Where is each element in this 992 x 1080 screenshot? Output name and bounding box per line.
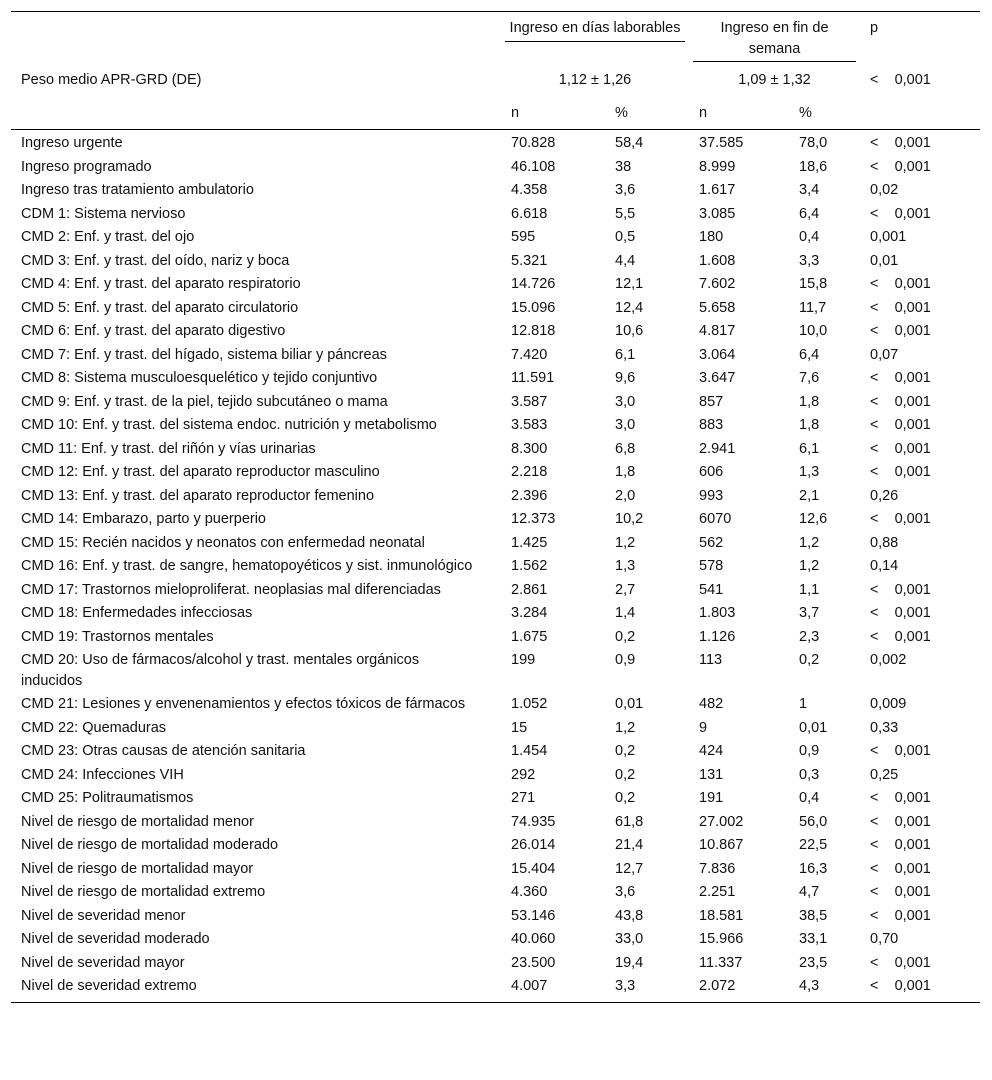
cell-n1: 1.425 <box>511 534 548 551</box>
table-row <box>11 461 980 485</box>
cell-n2: 180 <box>699 229 724 245</box>
table-body <box>11 130 980 999</box>
cell-label: CMD 24: Infecciones VIH <box>21 766 184 783</box>
cell-pct1: 0,9 <box>615 652 636 668</box>
cell-p: 0,009 <box>870 696 907 712</box>
cell-label: CMD 3: Enf. y trast. del oído, nariz y boca <box>21 252 290 269</box>
cell-pct1: 3,3 <box>615 978 636 994</box>
header-group-laborables-text: Ingreso en días laborables <box>505 18 685 42</box>
cell-p: 0,26 <box>870 487 899 504</box>
table-row <box>11 693 980 717</box>
table-row <box>11 414 980 438</box>
cell-pct2: 18,6 <box>799 158 828 175</box>
header-group-finde <box>689 12 860 62</box>
cell-n2: 8.999 <box>699 158 736 175</box>
cell-p: < 0,001 <box>870 370 931 386</box>
header-group-row <box>11 12 980 62</box>
cell-p: 0,88 <box>870 534 899 551</box>
header-col-pct1: % <box>605 97 689 130</box>
cell-n1: 1.052 <box>511 696 548 712</box>
cell-label: CMD 14: Embarazo, parto y puerperio <box>21 511 266 527</box>
cell-n2: 3.647 <box>699 370 736 386</box>
cell-pct2: 38,5 <box>799 907 828 924</box>
cell-n1: 1.675 <box>511 628 548 645</box>
cell-pct1: 33,0 <box>615 931 644 947</box>
cell-pct2: 0,9 <box>799 743 820 759</box>
cell-pct2: 1,2 <box>799 534 820 551</box>
cell-p: < 0,001 <box>870 299 931 316</box>
cell-label: CMD 10: Enf. y trast. del sistema endoc. nutrición y metabolismo <box>21 417 437 433</box>
table-row <box>11 155 980 179</box>
cell-pct1: 0,2 <box>615 766 636 783</box>
table-row <box>11 649 980 693</box>
data-table <box>11 11 980 1003</box>
cell-n1: 12.818 <box>511 323 556 339</box>
cell-pct1: 6,8 <box>615 440 636 457</box>
cell-n1: 2.396 <box>511 487 548 504</box>
cell-n2: 37.585 <box>699 135 744 151</box>
cell-p: < 0,001 <box>870 907 931 924</box>
cell-pct1: 19,4 <box>615 954 644 971</box>
cell-pct1: 3,0 <box>615 393 636 410</box>
cell-pct1: 1,8 <box>615 464 636 480</box>
cell-p: < 0,001 <box>870 837 931 853</box>
cell-pct2: 15,8 <box>799 276 828 292</box>
cell-label: Ingreso programado <box>21 158 152 175</box>
cell-pct1: 0,2 <box>615 790 636 806</box>
cell-pct1: 10,6 <box>615 323 644 339</box>
cell-n2: 27.002 <box>699 813 744 830</box>
cell-p: 0,002 <box>870 652 907 668</box>
cell-n1: 3.587 <box>511 393 548 410</box>
cell-label: CMD 5: Enf. y trast. del aparato circulatorio <box>21 299 299 316</box>
cell-label: Nivel de severidad moderado <box>21 931 210 947</box>
cell-pct1: 12,7 <box>615 860 644 877</box>
cell-n2: 6070 <box>699 511 732 527</box>
cell-n2: 2.072 <box>699 978 736 994</box>
cell-pct1: 10,2 <box>615 511 644 527</box>
cell-p: 0,33 <box>870 719 899 736</box>
cell-label: CMD 20: Uso de fármacos/alcohol y trast. mentales orgánicos inducidos <box>21 652 420 689</box>
cell-pct1: 1,2 <box>615 719 636 736</box>
cell-label: Nivel de riesgo de mortalidad menor <box>21 813 254 830</box>
cell-p: < 0,001 <box>870 417 931 433</box>
cell-n1: 2.861 <box>511 581 548 598</box>
data-table-container <box>11 11 980 1003</box>
cell-n1: 4.360 <box>511 884 548 900</box>
cell-pct2: 6,4 <box>799 205 820 222</box>
cell-p: < 0,001 <box>870 790 931 806</box>
cell-n1: 2.218 <box>511 464 548 480</box>
cell-p: < 0,001 <box>870 954 931 971</box>
cell-pct2: 3,7 <box>799 605 820 621</box>
header-peso-p: < 0,001 <box>870 72 931 88</box>
cell-label: CMD 23: Otras causas de atención sanitaria <box>21 743 306 759</box>
cell-label: Nivel de riesgo de mortalidad extremo <box>21 884 266 900</box>
cell-n1: 53.146 <box>511 907 556 924</box>
table-row <box>11 226 980 250</box>
cell-n1: 8.300 <box>511 440 548 457</box>
cell-n1: 11.591 <box>511 370 555 386</box>
cell-label: Nivel de riesgo de mortalidad mayor <box>21 860 254 877</box>
cell-n1: 15 <box>511 719 528 736</box>
cell-label: Nivel de severidad menor <box>21 907 186 924</box>
cell-n2: 2.251 <box>699 884 736 900</box>
header-peso-finde: 1,09 ± 1,32 <box>738 72 811 88</box>
table-row <box>11 975 980 999</box>
cell-pct1: 0,01 <box>615 696 644 712</box>
cell-pct2: 4,3 <box>799 978 820 994</box>
cell-n2: 11.337 <box>699 954 743 971</box>
cell-n1: 15.404 <box>511 860 556 877</box>
cell-pct2: 1,3 <box>799 464 820 480</box>
cell-pct2: 6,4 <box>799 346 820 363</box>
cell-p: < 0,001 <box>870 884 931 900</box>
table-row <box>11 249 980 273</box>
cell-pct1: 3,6 <box>615 884 636 900</box>
cell-label: CMD 17: Trastornos mieloproliferat. neoplasias mal diferenciadas <box>21 581 441 598</box>
cell-n2: 1.126 <box>699 628 736 645</box>
table-row <box>11 951 980 975</box>
table-row <box>11 787 980 811</box>
cell-pct2: 12,6 <box>799 511 828 527</box>
cell-pct2: 1,8 <box>799 417 820 433</box>
cell-p: 0,001 <box>870 229 907 245</box>
cell-p: < 0,001 <box>870 978 931 994</box>
cell-p: < 0,001 <box>870 276 931 292</box>
cell-n2: 3.064 <box>699 346 736 363</box>
cell-pct1: 1,4 <box>615 605 636 621</box>
cell-n2: 5.658 <box>699 299 736 316</box>
cell-pct1: 58,4 <box>615 135 644 151</box>
cell-label: CMD 12: Enf. y trast. del aparato reproductor masculino <box>21 464 380 480</box>
cell-label: CMD 18: Enfermedades infecciosas <box>21 605 253 621</box>
cell-n1: 14.726 <box>511 276 556 292</box>
table-row <box>11 578 980 602</box>
cell-n1: 4.358 <box>511 182 548 198</box>
cell-label: CMD 9: Enf. y trast. de la piel, tejido subcutáneo o mama <box>21 393 388 410</box>
cell-n2: 191 <box>699 790 724 806</box>
cell-n2: 1.608 <box>699 252 736 269</box>
cell-pct1: 3,6 <box>615 182 636 198</box>
cell-label: Ingreso urgente <box>21 135 123 151</box>
cell-pct2: 22,5 <box>799 837 828 853</box>
cell-pct1: 6,1 <box>615 346 636 363</box>
cell-p: 0,70 <box>870 931 899 947</box>
cell-n2: 2.941 <box>699 440 736 457</box>
cell-pct1: 43,8 <box>615 907 644 924</box>
table-row <box>11 484 980 508</box>
cell-label: Nivel de severidad mayor <box>21 954 185 971</box>
table-row <box>11 857 980 881</box>
cell-pct2: 10,0 <box>799 323 828 339</box>
table-row <box>11 390 980 414</box>
header-group-laborables <box>501 12 689 62</box>
cell-pct2: 6,1 <box>799 440 820 457</box>
header-col-n2: n <box>689 97 789 130</box>
cell-pct2: 16,3 <box>799 860 828 877</box>
header-peso-laborables: 1,12 ± 1,26 <box>558 72 632 88</box>
cell-n1: 1.562 <box>511 558 548 574</box>
table-row <box>11 881 980 905</box>
cell-n1: 6.618 <box>511 205 548 222</box>
table-row <box>11 130 980 156</box>
cell-pct1: 9,6 <box>615 370 636 386</box>
table-row <box>11 716 980 740</box>
cell-n2: 7.602 <box>699 276 736 292</box>
cell-pct1: 0,5 <box>615 229 636 245</box>
cell-n1: 26.014 <box>511 837 556 853</box>
cell-p: < 0,001 <box>870 205 931 222</box>
header-empty-cell <box>11 12 501 62</box>
cell-label: CMD 19: Trastornos mentales <box>21 628 214 645</box>
cell-n2: 883 <box>699 417 724 433</box>
cell-pct2: 2,1 <box>799 487 820 504</box>
cell-pct2: 1,2 <box>799 558 820 574</box>
table-row <box>11 763 980 787</box>
cell-p: < 0,001 <box>870 860 931 877</box>
cell-pct2: 7,6 <box>799 370 820 386</box>
cell-label: CMD 2: Enf. y trast. del ojo <box>21 229 195 245</box>
cell-p: < 0,001 <box>870 135 931 151</box>
table-row <box>11 740 980 764</box>
cell-pct2: 1 <box>799 696 808 712</box>
cell-label: CDM 1: Sistema nervioso <box>21 205 186 222</box>
cell-pct1: 2,0 <box>615 487 636 504</box>
cell-p: < 0,001 <box>870 581 931 598</box>
cell-pct2: 33,1 <box>799 931 828 947</box>
cell-pct2: 78,0 <box>799 135 828 151</box>
cell-n1: 23.500 <box>511 954 556 971</box>
cell-label: CMD 4: Enf. y trast. del aparato respiratorio <box>21 276 301 292</box>
cell-pct2: 3,3 <box>799 252 820 269</box>
cell-pct2: 3,4 <box>799 182 820 198</box>
cell-pct1: 2,7 <box>615 581 636 598</box>
cell-p: < 0,001 <box>870 511 931 527</box>
cell-p: < 0,001 <box>870 464 931 480</box>
cell-p: < 0,001 <box>870 743 931 759</box>
table-row <box>11 343 980 367</box>
cell-pct1: 0,2 <box>615 628 636 645</box>
header-columns-row <box>11 97 980 130</box>
cell-pct2: 56,0 <box>799 813 828 830</box>
cell-n1: 271 <box>511 790 536 806</box>
cell-n1: 199 <box>511 652 536 668</box>
cell-label: CMD 6: Enf. y trast. del aparato digestivo <box>21 323 286 339</box>
table-header <box>11 12 980 130</box>
cell-pct1: 0,2 <box>615 743 636 759</box>
cell-n1: 40.060 <box>511 931 556 947</box>
header-col-p <box>860 97 980 130</box>
cell-p: 0,01 <box>870 252 899 269</box>
cell-label: CMD 7: Enf. y trast. del hígado, sistema biliar y páncreas <box>21 346 387 363</box>
cell-n2: 9 <box>699 719 708 736</box>
cell-n1: 292 <box>511 766 536 783</box>
cell-n1: 70.828 <box>511 135 556 151</box>
table-row <box>11 602 980 626</box>
table-row <box>11 625 980 649</box>
cell-n1: 7.420 <box>511 346 548 363</box>
cell-n2: 606 <box>699 464 724 480</box>
cell-label: Ingreso tras tratamiento ambulatorio <box>21 182 254 198</box>
cell-pct1: 1,3 <box>615 558 636 574</box>
cell-n2: 15.966 <box>699 931 744 947</box>
cell-pct1: 5,5 <box>615 205 636 222</box>
table-row <box>11 928 980 952</box>
cell-p: < 0,001 <box>870 628 931 645</box>
cell-n2: 993 <box>699 487 724 504</box>
cell-n2: 4.817 <box>699 323 736 339</box>
table-row <box>11 296 980 320</box>
header-p: p <box>870 20 879 36</box>
cell-pct2: 4,7 <box>799 884 820 900</box>
cell-pct2: 0,4 <box>799 790 820 806</box>
cell-pct1: 4,4 <box>615 252 636 269</box>
cell-p: < 0,001 <box>870 605 931 621</box>
cell-n1: 3.583 <box>511 417 548 433</box>
cell-pct1: 21,4 <box>615 837 644 853</box>
header-peso-row <box>11 62 980 97</box>
cell-pct2: 0,4 <box>799 229 820 245</box>
table-row <box>11 179 980 203</box>
cell-n1: 12.373 <box>511 511 556 527</box>
cell-pct2: 1,8 <box>799 393 820 410</box>
cell-label: CMD 13: Enf. y trast. del aparato reproductor femenino <box>21 487 375 504</box>
cell-pct1: 38 <box>615 158 632 175</box>
table-row <box>11 555 980 579</box>
table-row <box>11 834 980 858</box>
cell-n1: 74.935 <box>511 813 556 830</box>
header-col-pct2: % <box>789 97 860 130</box>
cell-p: 0,02 <box>870 182 899 198</box>
cell-n2: 113 <box>699 652 723 668</box>
cell-n2: 10.867 <box>699 837 744 853</box>
cell-pct2: 1,1 <box>799 581 820 598</box>
cell-p: < 0,001 <box>870 440 931 457</box>
table-row <box>11 531 980 555</box>
cell-pct1: 61,8 <box>615 813 644 830</box>
table-row <box>11 273 980 297</box>
cell-n2: 857 <box>699 393 724 410</box>
cell-n2: 3.085 <box>699 205 736 222</box>
header-group-finde-text: Ingreso en fin de semana <box>693 18 856 62</box>
cell-label: Nivel de riesgo de mortalidad moderado <box>21 837 279 853</box>
cell-pct2: 23,5 <box>799 954 828 971</box>
cell-n2: 482 <box>699 696 724 712</box>
cell-label: CMD 25: Politraumatismos <box>21 790 194 806</box>
cell-n2: 7.836 <box>699 860 736 877</box>
cell-p: 0,14 <box>870 558 899 574</box>
header-col-n1: n <box>501 97 605 130</box>
cell-label: CMD 22: Quemaduras <box>21 719 167 736</box>
table-row <box>11 320 980 344</box>
table-row <box>11 810 980 834</box>
cell-label: CMD 21: Lesiones y envenenamientos y efectos tóxicos de fármacos <box>21 696 466 712</box>
cell-p: < 0,001 <box>870 158 931 175</box>
header-peso-label: Peso medio APR-GRD (DE) <box>21 72 202 88</box>
cell-p: < 0,001 <box>870 813 931 830</box>
header-col-label <box>11 97 501 130</box>
table-row <box>11 367 980 391</box>
cell-n1: 5.321 <box>511 252 548 269</box>
cell-p: < 0,001 <box>870 393 931 410</box>
cell-label: CMD 16: Enf. y trast. de sangre, hematopoyéticos y sist. inmunológico <box>21 558 473 574</box>
cell-pct1: 12,1 <box>615 276 644 292</box>
cell-n1: 15.096 <box>511 299 556 316</box>
table-row <box>11 437 980 461</box>
cell-pct2: 11,7 <box>799 299 827 316</box>
cell-n1: 595 <box>511 229 536 245</box>
cell-pct1: 3,0 <box>615 417 636 433</box>
cell-n2: 541 <box>699 581 724 598</box>
cell-n2: 578 <box>699 558 724 574</box>
cell-n2: 424 <box>699 743 724 759</box>
cell-n2: 131 <box>699 766 724 783</box>
cell-n2: 1.617 <box>699 182 736 198</box>
cell-label: CMD 15: Recién nacidos y neonatos con enfermedad neonatal <box>21 534 425 551</box>
cell-n2: 1.803 <box>699 605 736 621</box>
cell-n1: 3.284 <box>511 605 548 621</box>
cell-label: CMD 8: Sistema musculoesquelético y tejido conjuntivo <box>21 370 378 386</box>
cell-pct2: 2,3 <box>799 628 820 645</box>
table-row <box>11 202 980 226</box>
table-row <box>11 508 980 532</box>
cell-pct1: 1,2 <box>615 534 636 551</box>
cell-n2: 18.581 <box>699 907 744 924</box>
cell-n2: 562 <box>699 534 724 551</box>
cell-p: < 0,001 <box>870 323 931 339</box>
cell-label: Nivel de severidad extremo <box>21 978 197 994</box>
cell-pct2: 0,2 <box>799 652 820 668</box>
cell-label: CMD 11: Enf. y trast. del riñón y vías urinarias <box>21 440 316 457</box>
cell-pct2: 0,3 <box>799 766 820 783</box>
cell-n1: 46.108 <box>511 158 556 175</box>
cell-p: 0,07 <box>870 346 899 363</box>
cell-p: 0,25 <box>870 766 899 783</box>
cell-pct2: 0,01 <box>799 719 828 736</box>
table-row <box>11 904 980 928</box>
cell-n1: 4.007 <box>511 978 548 994</box>
cell-pct1: 12,4 <box>615 299 644 316</box>
cell-n1: 1.454 <box>511 743 548 759</box>
